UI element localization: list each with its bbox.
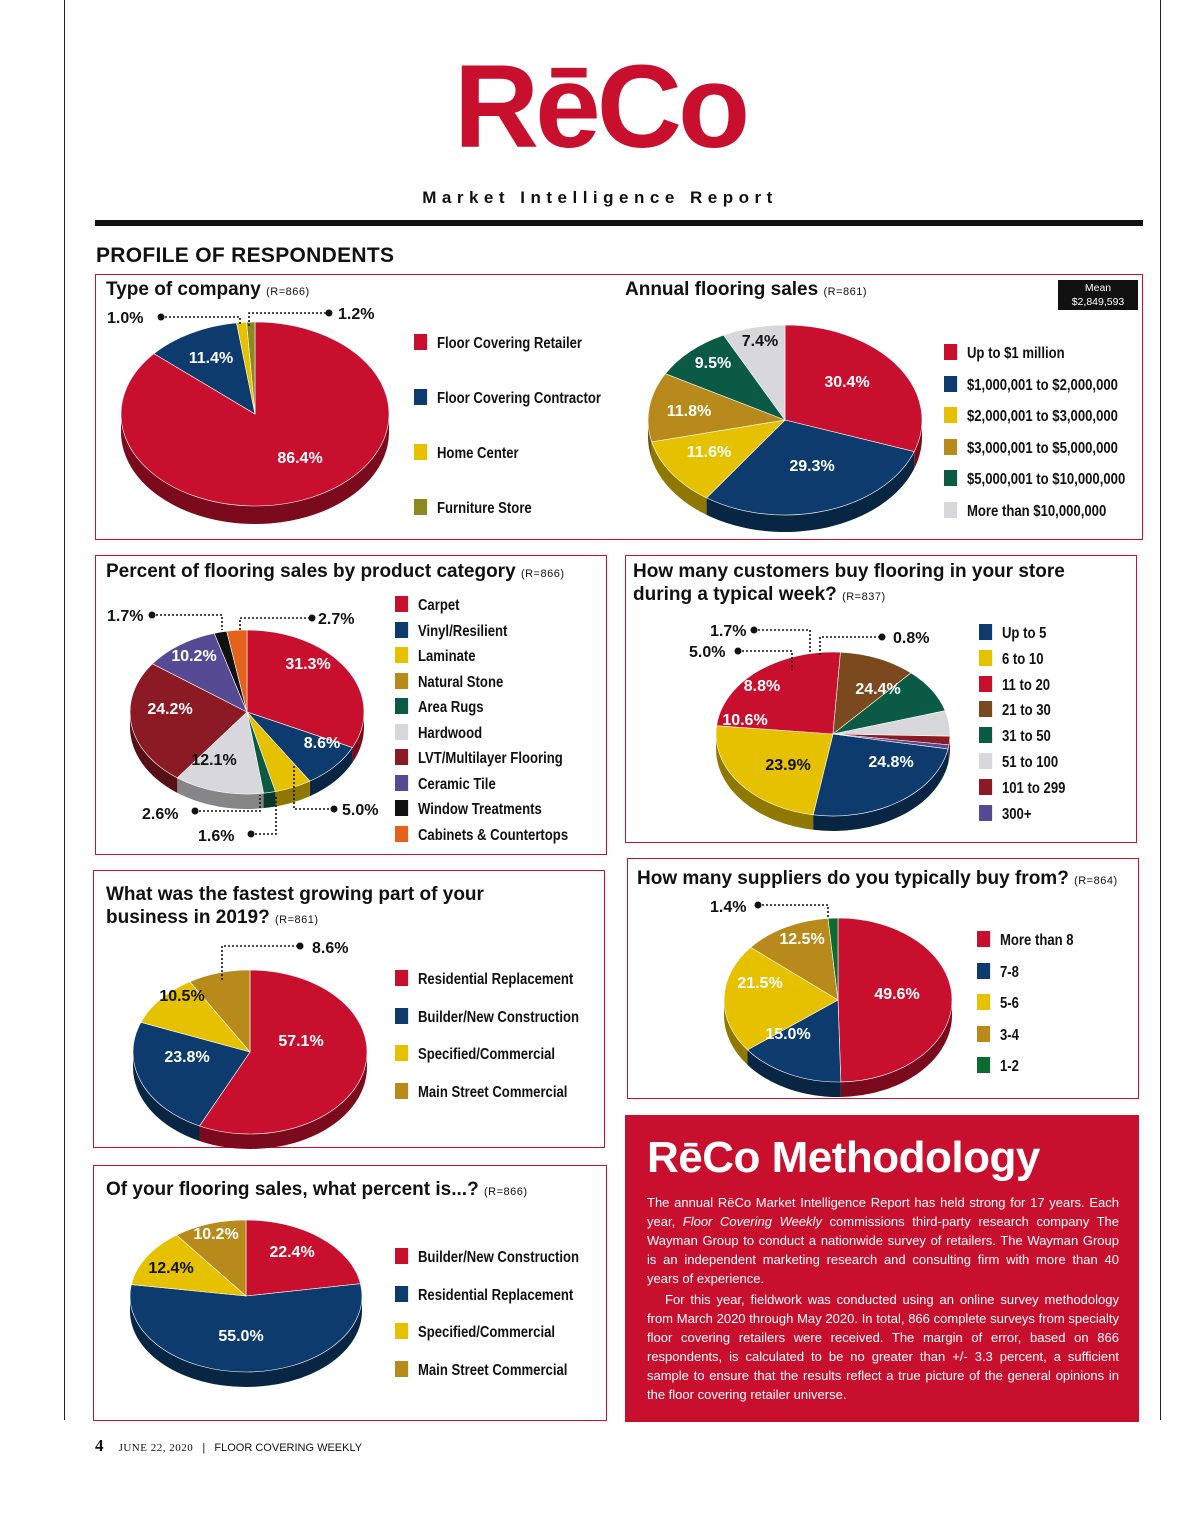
callout-product_category <box>107 608 222 630</box>
callout-label: 1.6% <box>198 828 235 845</box>
legend-label: Builder/New Construction <box>417 1008 580 1026</box>
pie-label-product_category-1: 8.6% <box>303 735 341 752</box>
legend-label: Natural Stone <box>417 673 504 691</box>
legend-label: LVT/Multilayer Flooring <box>417 750 563 767</box>
methodology-title: RēCo Methodology <box>647 1133 1040 1182</box>
legend-label: 1-2 <box>999 1058 1019 1075</box>
legend-label: Floor Covering Retailer <box>436 335 583 352</box>
legend-label: Laminate <box>417 648 476 665</box>
pie-side-product_category-4 <box>264 792 276 809</box>
methodology-paragraph-2: For this year, fieldwork was conducted using an online survey methodology from March 2020 through May 2020. In total, 866 complete surveys from specialty floor covering retailers were received. The margin of error, based on 866 respondents, is calculated to be no greater than +/- 3.3 percent, a sufficient sample to ensure that the results reflect a true picture of the general opinions in the floor covering retailer universe. <box>647 1292 1119 1402</box>
issue-date: JUNE 22, 2020 <box>118 1442 194 1454</box>
callout-dot <box>149 612 156 619</box>
legend-label: 101 to 299 <box>1001 779 1066 797</box>
legend-label: 300+ <box>1001 805 1032 823</box>
type-company-title: Type of company (R=866) <box>106 279 310 300</box>
pie-label-fastest_growing-0: 57.1% <box>278 1033 324 1050</box>
callout-dot <box>192 808 199 815</box>
pie-fastest_growing <box>133 970 367 1149</box>
legend-label: 5-6 <box>999 995 1019 1012</box>
pie-label-annual_sales-5: 7.4% <box>741 333 779 350</box>
callout-dot <box>158 314 165 321</box>
report-subtitle: Market Intelligence Report <box>422 188 778 207</box>
callout-line <box>758 905 828 918</box>
pie-label-suppliers-2: 21.5% <box>737 975 783 992</box>
percent-is-title: Of your flooring sales, what percent is...? (R=866) <box>106 1179 528 1200</box>
fastest-growing-title: What was the fastest growing part of your business in 2019? (R=861) <box>106 884 484 928</box>
pie-product_category <box>130 630 364 809</box>
callout-dot <box>297 943 304 950</box>
legend-label: 51 to 100 <box>1001 754 1059 771</box>
pie-label-annual_sales-1: 29.3% <box>789 458 835 475</box>
callout-dot <box>309 615 316 622</box>
pie-label-product_category-7: 10.2% <box>171 648 217 665</box>
callout-type_company <box>107 310 240 327</box>
pie-label-percent_is-1: 55.0% <box>218 1328 264 1345</box>
legend-label: 31 to 50 <box>1001 728 1051 746</box>
callout-customers_week <box>820 630 929 655</box>
legend-label: Main Street Commercial <box>417 1361 568 1379</box>
callout-label: 1.2% <box>338 306 375 323</box>
pie-percent_is <box>130 1220 362 1387</box>
legend-label: 3-4 <box>999 1026 1019 1044</box>
callout-label: 1.7% <box>107 608 144 625</box>
page-number: 4 <box>95 1436 104 1455</box>
methodology-paragraph-1: The annual RēCo Market Intelligence Report has held strong for 17 years. Each year, Floor Covering Weekly commissions third-party research company The Wayman Group to conduct a nationwide survey of retailers. The Wayman Group is an independent marketing research and consulting firm with more than 40 years of experience. <box>647 1195 1119 1286</box>
legend-label: $1,000,001 to $2,000,000 <box>966 376 1118 394</box>
legend-label: Specified/Commercial <box>417 1046 556 1063</box>
customers-week-title: How many customers buy flooring in your store during a typical week? (R=837) <box>633 561 1065 605</box>
callout-label: 1.0% <box>107 310 144 327</box>
pie-label-product_category-0: 31.3% <box>285 656 331 673</box>
legend-label: Residential Replacement <box>417 1286 574 1304</box>
legend-label: $3,000,001 to $5,000,000 <box>966 439 1118 457</box>
legend-label: $5,000,001 to $10,000,000 <box>966 471 1126 488</box>
callout-dot <box>879 634 886 641</box>
mean-badge: Mean $2,849,593 <box>1058 280 1138 310</box>
pie-label-annual_sales-3: 11.8% <box>666 403 712 420</box>
pie-label-percent_is-0: 22.4% <box>269 1244 315 1261</box>
legend-label: Furniture Store <box>436 500 532 517</box>
callout-dot <box>248 831 255 838</box>
callout-label: 5.0% <box>342 802 379 819</box>
legend-label: Ceramic Tile <box>417 775 496 793</box>
legend-label: More than 8 <box>999 932 1074 949</box>
pie-label-type_company-1: 11.4% <box>188 350 234 367</box>
legend-label: Floor Covering Contractor <box>436 390 601 407</box>
callout-label: 2.7% <box>318 611 355 628</box>
callout-dot <box>735 648 742 655</box>
pie-label-annual_sales-2: 11.6% <box>686 444 732 461</box>
callout-line <box>754 630 810 652</box>
pie-label-customers_week-4: 8.8% <box>743 678 781 695</box>
legend-label: Area Rugs <box>417 699 484 716</box>
callout-dot <box>331 806 338 813</box>
pie-label-fastest_growing-2: 10.5% <box>159 988 205 1005</box>
pie-label-customers_week-1: 23.9% <box>765 757 811 774</box>
footer-separator: | <box>202 1442 206 1454</box>
product-category-title: Percent of flooring sales by product category (R=866) <box>106 561 565 582</box>
pie-type_company <box>121 322 389 524</box>
pie-label-suppliers-0: 49.6% <box>874 986 920 1003</box>
callout-label: 5.0% <box>689 644 726 661</box>
pie-label-fastest_growing-1: 23.8% <box>164 1049 210 1066</box>
pie-suppliers <box>724 918 952 1097</box>
pie-annual_sales <box>648 325 922 532</box>
suppliers-title: How many suppliers do you typically buy from? (R=864) <box>637 868 1118 889</box>
pie-label-suppliers-3: 12.5% <box>779 931 825 948</box>
logo-text: RēCo <box>453 52 747 152</box>
callout-line <box>240 618 312 630</box>
callout-dot <box>751 627 758 634</box>
pie-label-suppliers-1: 15.0% <box>765 1026 811 1043</box>
legend-label: Carpet <box>417 597 460 614</box>
legend-label: $2,000,001 to $3,000,000 <box>966 408 1118 425</box>
legend-label: Main Street Commercial <box>417 1083 568 1101</box>
pie-customers_week <box>716 652 950 831</box>
callout-suppliers <box>710 899 828 918</box>
callout-line <box>152 615 222 630</box>
legend-label: Window Treatments <box>417 801 542 818</box>
pie-label-percent_is-3: 10.2% <box>193 1226 239 1243</box>
legend-label: Up to $1 million <box>966 345 1065 362</box>
pie-label-product_category-5: 12.1% <box>191 752 237 769</box>
callout-dot <box>326 310 333 317</box>
callout-dot <box>755 902 762 909</box>
publication-name: FLOOR COVERING WEEKLY <box>214 1442 363 1454</box>
pie-label-annual_sales-4: 9.5% <box>694 355 732 372</box>
legend-label: Cabinets & Countertops <box>417 826 569 844</box>
callout-label: 1.4% <box>710 899 747 916</box>
pie-label-customers_week-2: 24.4% <box>855 681 901 698</box>
callout-label: 1.7% <box>710 623 747 640</box>
callout-label: 8.6% <box>312 940 349 957</box>
legend-label: Residential Replacement <box>417 971 574 988</box>
section-heading: PROFILE OF RESPONDENTS <box>96 244 395 267</box>
pie-label-percent_is-2: 12.4% <box>148 1260 194 1277</box>
legend-label: Home Center <box>436 445 519 462</box>
legend-label: Up to 5 <box>1001 625 1047 642</box>
legend-label: 11 to 20 <box>1001 676 1051 694</box>
pie-label-product_category-6: 24.2% <box>147 701 193 718</box>
pie-label-customers_week-0: 24.8% <box>868 754 914 771</box>
legend-label: Vinyl/Resilient <box>417 622 508 640</box>
pie-label-annual_sales-0: 30.4% <box>824 374 870 391</box>
pie-label-customers_week-3: 10.6% <box>722 712 768 729</box>
legend-label: 6 to 10 <box>1001 650 1044 668</box>
legend-label: 7-8 <box>999 963 1019 981</box>
callout-product_category <box>240 611 354 630</box>
legend-label: 21 to 30 <box>1001 702 1051 720</box>
callout-label: 2.6% <box>142 806 179 823</box>
legend-label: More than $10,000,000 <box>966 502 1107 520</box>
pie-label-type_company-0: 86.4% <box>277 450 323 467</box>
legend-label: Builder/New Construction <box>417 1249 580 1266</box>
legend-label: Specified/Commercial <box>417 1324 556 1341</box>
legend-label: Hardwood <box>417 724 483 742</box>
annual-sales-title: Annual flooring sales (R=861) <box>625 279 868 300</box>
callout-label: 0.8% <box>893 630 930 647</box>
